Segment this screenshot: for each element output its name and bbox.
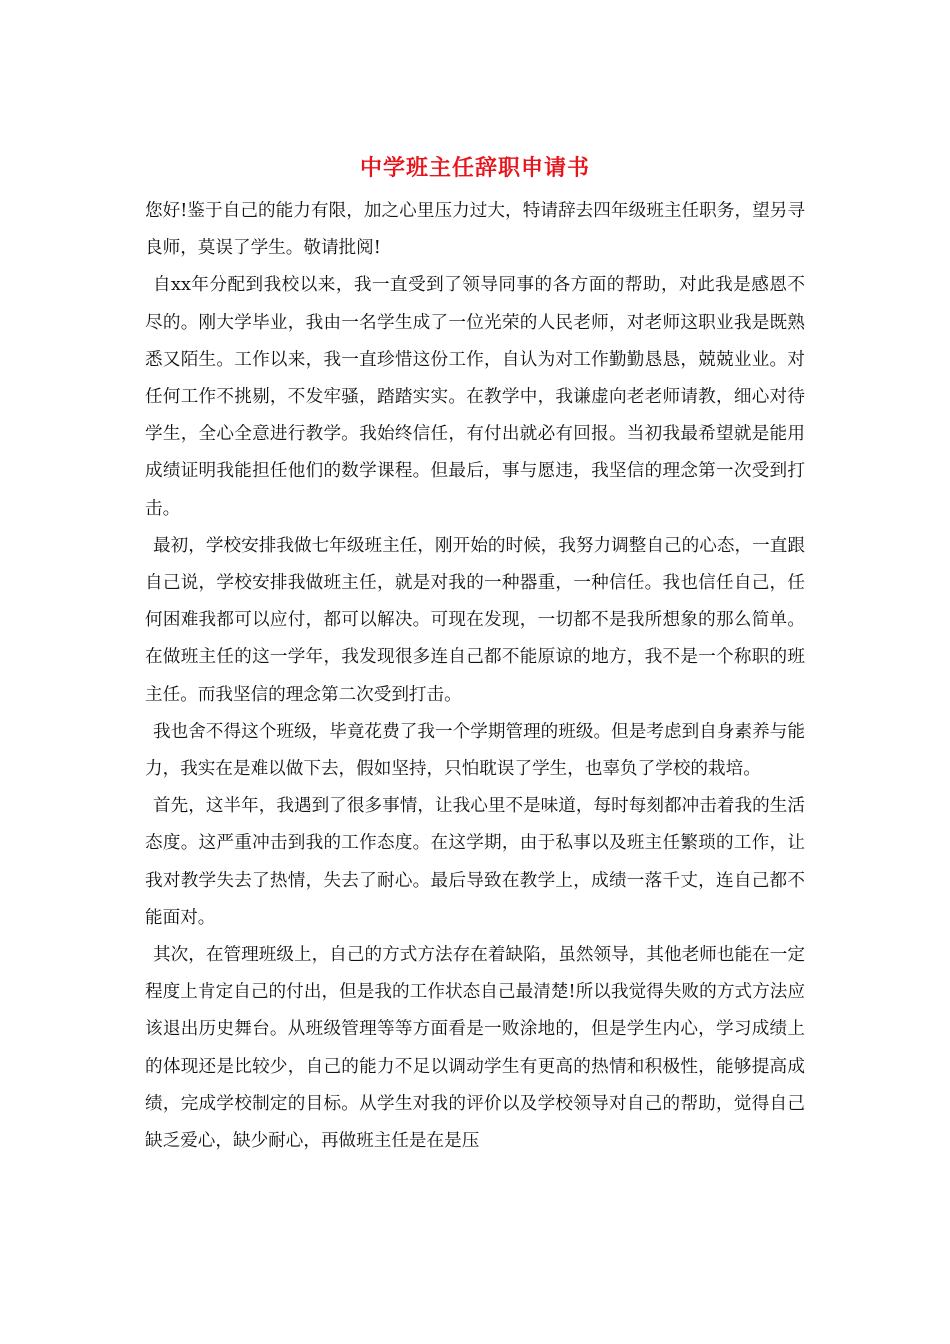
paragraph-second-reason: 其次，在管理班级上，自己的方式方法存在着缺陷，虽然领导，其他老师也能在一定程度上肯定自己的付出，但是我的工作状态自己最清楚!所以我觉得失败的方式方法应该退出历史舞台。从班级管理等等方面看是一败涂地的，但是学生内心，学习成绩上的体现还是比较少，自己的能力不足以调动学生有更高的热情和积极性，能够提高成绩，完成学校制定的目标。从学生对我的评价以及学校领导对自己的帮助，觉得自己缺乏爱心，缺少耐心，再做班主任是在是压 xyxy=(145,945,805,1152)
paragraph-background: 自xx年分配到我校以来，我一直受到了领导同事的各方面的帮助，对此我是感恩不尽的。刚大学毕业，我由一名学生成了一位光荣的人民老师，对老师这职业我是既熟悉又陌生。工作以来，我一直珍惜这份工作，自认为对工作勤勤恳恳，兢兢业业。对任何工作不挑剔，不发牢骚，踏踏实实。在教学中，我谦虚向老老师请教，细心对待学生，全心全意进行教学。我始终信任，有付出就必有回报。当初我最希望就是能用成绩证明我能担任他们的数学课程。但最后，事与愿违，我坚信的理念第一次受到打击。 xyxy=(145,275,805,519)
paragraph-first-reason: 首先，这半年，我遇到了很多事情，让我心里不是味道，每时每刻都冲击着我的生活态度。这严重冲击到我的工作态度。在这学期，由于私事以及班主任繁琐的工作，让我对教学失去了热情，失去了耐心。最后导致在教学上，成绩一落千丈，连自己都不能面对。 xyxy=(145,796,805,928)
paragraph-first-role: 最初，学校安排我做七年级班主任，刚开始的时候，我努力调整自己的心态，一直跟自己说，学校安排我做班主任，就是对我的一种器重，一种信任。我也信任自己，任何困难我都可以应付，都可以解决。可现在发现，一切都不是我所想象的那么简单。在做班主任的这一学年，我发现很多连自己都不能原谅的地方，我不是一个称职的班主任。而我坚信的理念第二次受到打击。 xyxy=(145,535,805,705)
document-title: 中学班主任辞职申请书 xyxy=(359,155,590,181)
paragraph-reluctance: 我也舍不得这个班级，毕竟花费了我一个学期管理的班级。但是考虑到自身素养与能力，我实在是难以做下去，假如坚持，只怕耽误了学生，也辜负了学校的栽培。 xyxy=(145,721,805,780)
document-body xyxy=(145,193,805,1160)
paragraph-greeting: 您好!鉴于自己的能力有限，加之心里压力过大，特请辞去四年级班主任职务，望另寻良师，莫误了学生。敬请批阅! xyxy=(145,201,805,259)
